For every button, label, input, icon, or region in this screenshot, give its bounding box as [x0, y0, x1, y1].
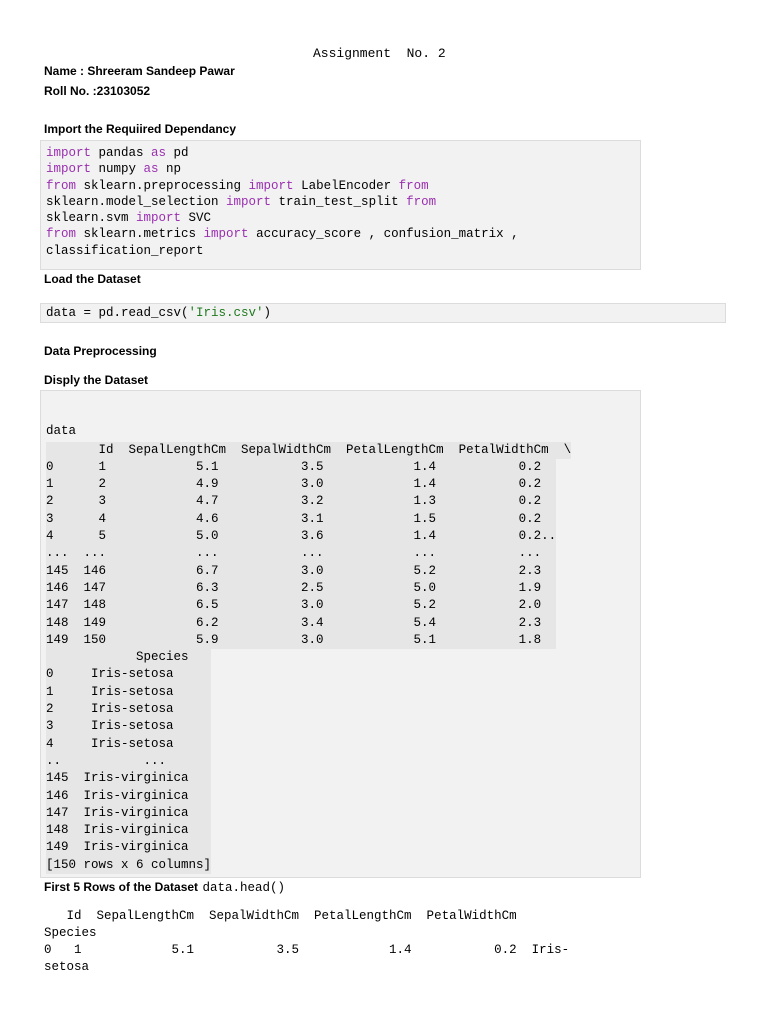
first5-code: data.head() [202, 881, 285, 895]
head-output-line: Id SepalLengthCm SepalWidthCm PetalLengthCm PetalWidthCm [44, 909, 517, 923]
code-text: sklearn.model_selection [46, 194, 227, 209]
assignment-title: Assignment No. 2 [313, 46, 446, 61]
first5-heading: First 5 Rows of the Dataset [44, 880, 199, 894]
roll-number: Roll No. :23103052 [44, 84, 151, 98]
table-row: 149 150 5.9 3.0 5.1 1.8 [46, 632, 542, 647]
code-keyword: import [248, 178, 294, 193]
import-heading: Import the Requiired Dependancy [44, 122, 237, 136]
code-keyword: import [46, 162, 92, 177]
code-keyword: import [203, 227, 249, 242]
code-text: ) [263, 306, 272, 320]
code-text: data = pd.read_csv( [46, 306, 189, 320]
species-row: 1 Iris-setosa [46, 684, 174, 699]
code-text: LabelEncoder [293, 178, 399, 193]
species-row: 146 Iris-virginica [46, 788, 189, 803]
code-text: np [158, 162, 182, 177]
code-keyword: as [143, 162, 159, 177]
species-header: Species [46, 650, 189, 665]
head-output-line: setosa [44, 960, 90, 974]
code-text: train_test_split [271, 194, 407, 209]
code-text: sklearn.preprocessing [76, 178, 249, 193]
code-string: 'Iris.csv' [188, 306, 264, 320]
display-heading: Disply the Dataset [44, 373, 149, 387]
table-row: ... ... ... ... ... ... [46, 546, 542, 561]
species-row: 4 Iris-setosa [46, 736, 174, 751]
code-keyword: as [151, 146, 167, 160]
load-code-cell [40, 303, 726, 323]
code-text: sklearn.svm [46, 211, 137, 226]
table-row: 148 149 6.2 3.4 5.4 2.3 [46, 615, 542, 630]
species-row: 0 Iris-setosa [46, 667, 174, 682]
code-text: classification_report [46, 243, 204, 258]
species-row: 145 Iris-virginica [46, 771, 189, 786]
output-var: data [46, 424, 77, 439]
code-text: accuracy_score , confusion_matrix , [248, 227, 519, 242]
code-keyword: from [46, 227, 77, 242]
species-row: .. ... [46, 753, 167, 768]
species-row: 2 Iris-setosa [46, 702, 174, 717]
code-keyword: import [46, 146, 92, 160]
table-row: 146 147 6.3 2.5 5.0 1.9 [46, 580, 542, 595]
table-row: 0 1 5.1 3.5 1.4 0.2 [46, 459, 542, 474]
code-text: pandas [91, 146, 152, 160]
dataframe-header: Id SepalLengthCm SepalWidthCm PetalLengthCm PetalWidthCm \ [46, 442, 571, 459]
table-row: 147 148 6.5 3.0 5.2 2.0 [46, 598, 542, 613]
code-keyword: import [226, 194, 272, 209]
import-code-cell [40, 140, 641, 270]
dataframe-rows [46, 459, 556, 649]
table-row: 145 146 6.7 3.0 5.2 2.3 [46, 563, 542, 578]
code-keyword: import [136, 211, 182, 226]
code-text: pd [166, 146, 189, 160]
dataframe-summary: [150 rows x 6 columns] [46, 857, 212, 872]
species-block [46, 649, 211, 874]
table-row: 4 5 5.0 3.6 1.4 0.2.. [46, 529, 557, 544]
head-output-line: 0 1 5.1 3.5 1.4 0.2 Iris- [44, 943, 570, 957]
dataset-output-cell [40, 390, 641, 878]
code-text: sklearn.metrics [76, 227, 204, 242]
load-heading: Load the Dataset [44, 272, 141, 286]
code-keyword: from [46, 178, 77, 193]
code-text: numpy [91, 162, 144, 177]
table-row: 1 2 4.9 3.0 1.4 0.2 [46, 477, 542, 492]
species-row: 149 Iris-virginica [46, 840, 189, 855]
table-row: 3 4 4.6 3.1 1.5 0.2 [46, 511, 542, 526]
species-row: 148 Iris-virginica [46, 823, 189, 838]
code-keyword: from [398, 178, 429, 193]
species-row: 3 Iris-setosa [46, 719, 174, 734]
preprocess-heading: Data Preprocessing [44, 344, 157, 358]
first5-heading-line [44, 878, 285, 896]
code-text: SVC [181, 211, 212, 226]
code-keyword: from [406, 194, 437, 209]
head-output-line: Species [44, 926, 97, 940]
student-name: Name : Shreeram Sandeep Pawar [44, 64, 235, 78]
species-row: 147 Iris-virginica [46, 805, 189, 820]
table-row: 2 3 4.7 3.2 1.3 0.2 [46, 494, 542, 509]
